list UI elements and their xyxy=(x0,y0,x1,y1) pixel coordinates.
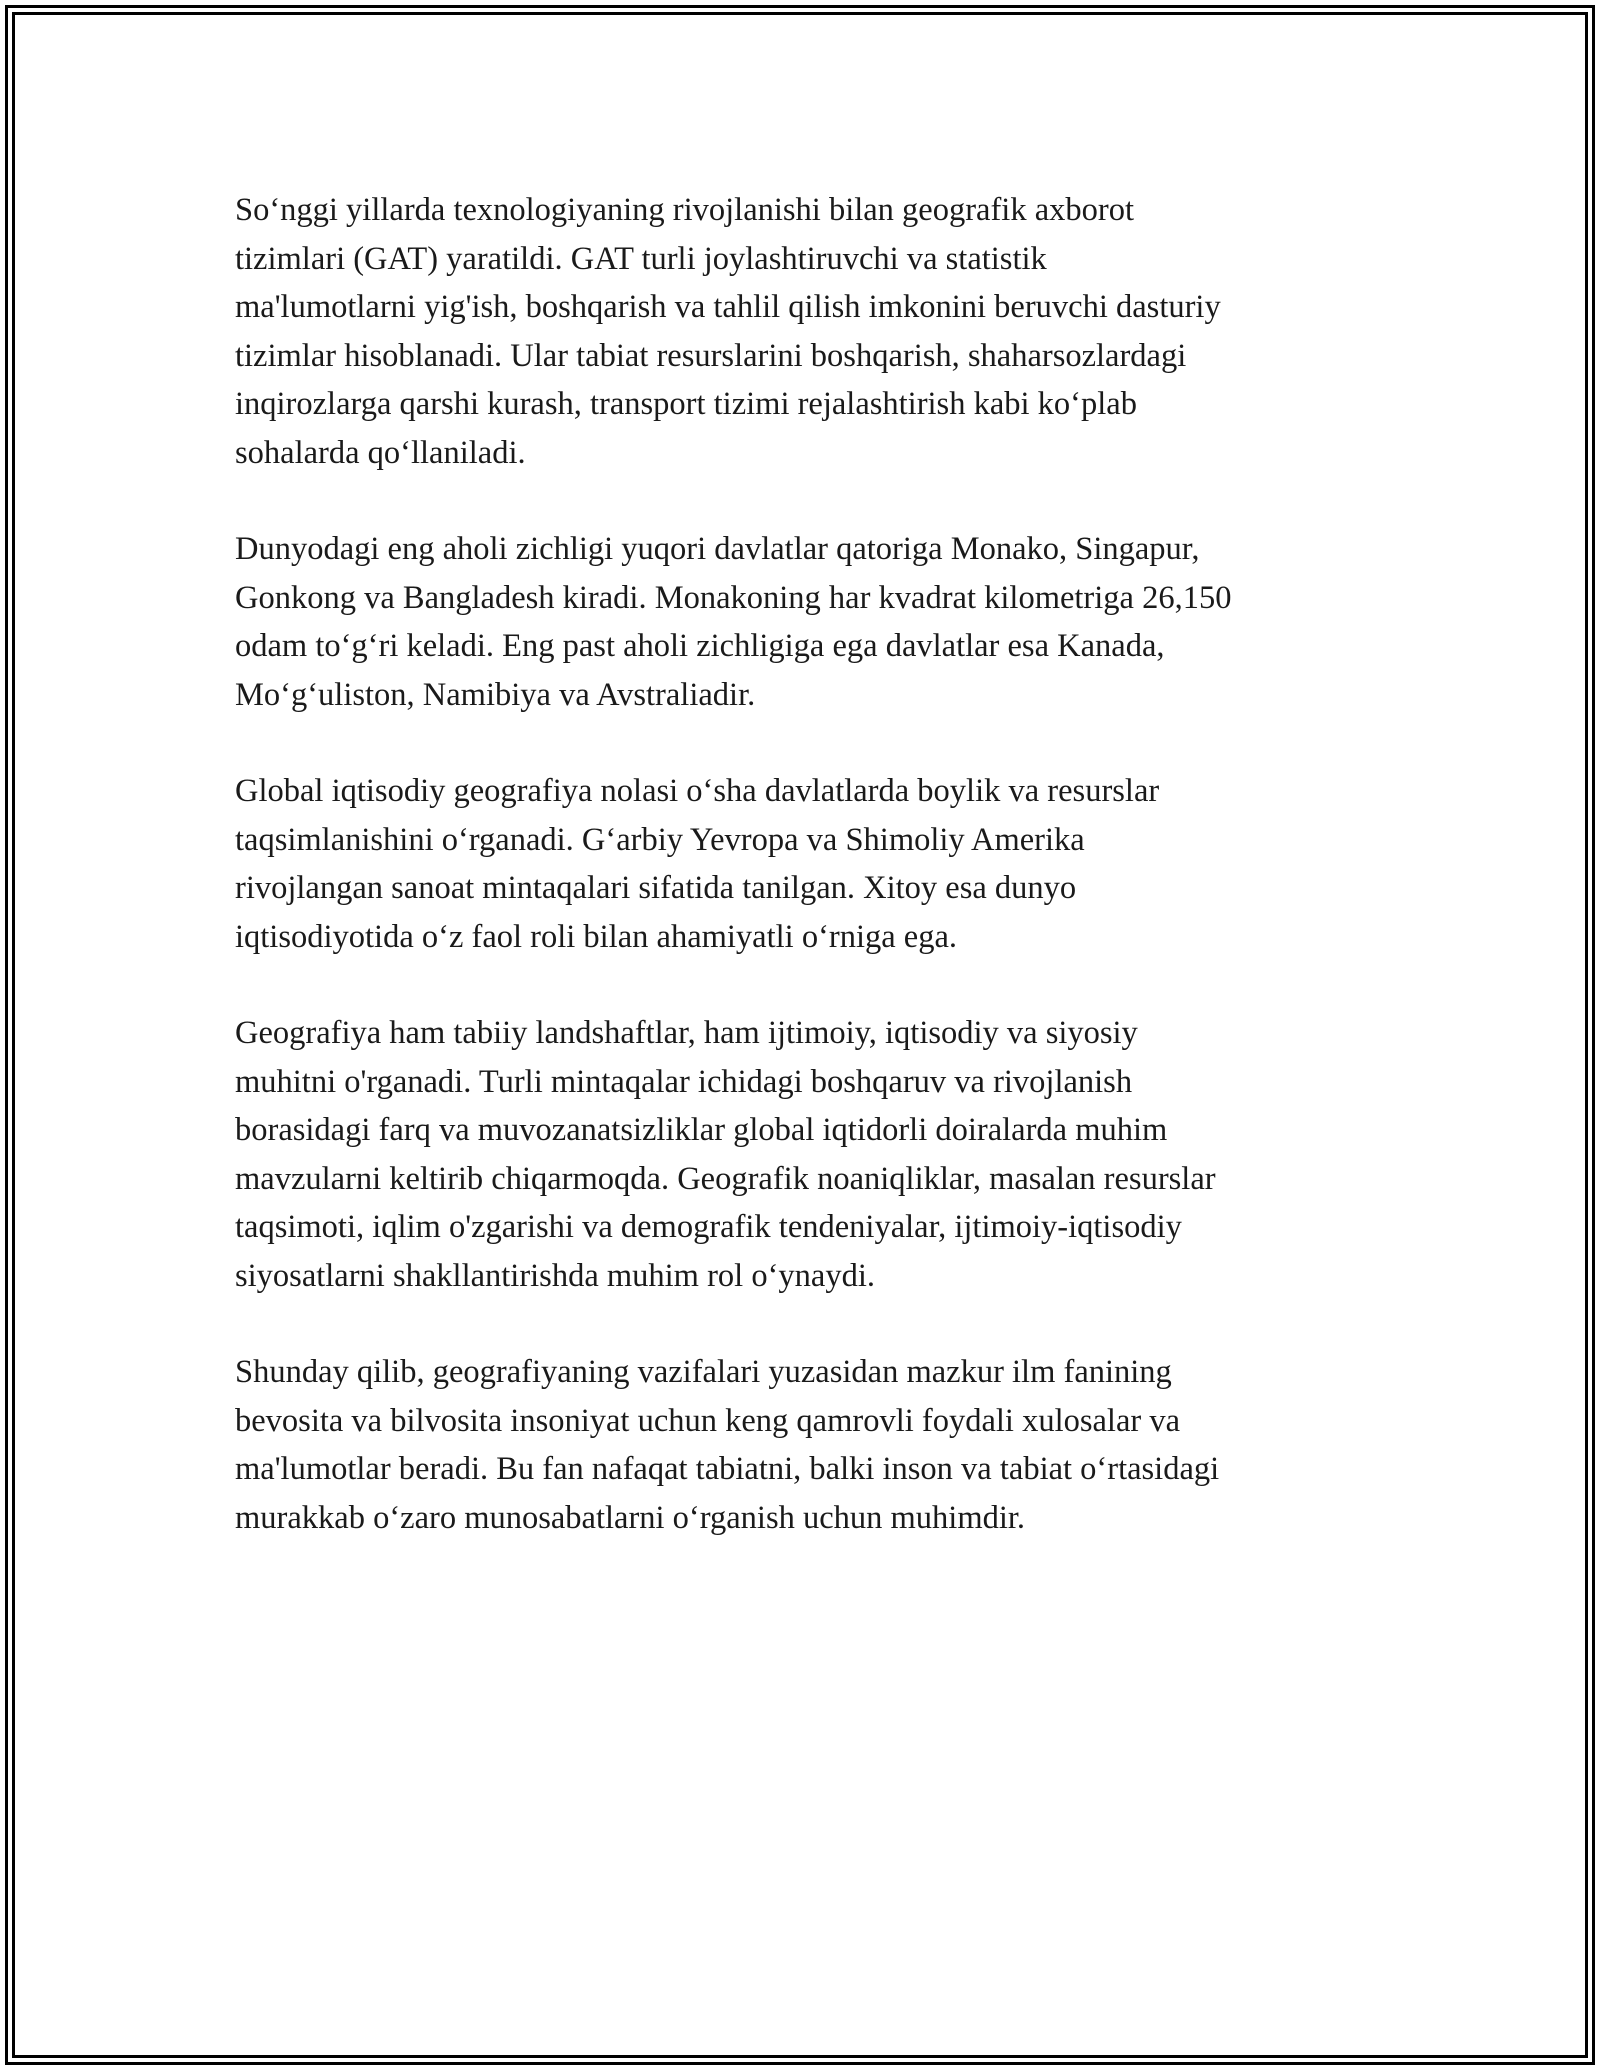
paragraph-population-density: Dunyodagi eng aholi zichligi yuqori davlatlar qatoriga Monako, Singapur, Gonkong va Bangladesh kiradi. Monakoning har kvadrat kilometriga 26,150 odam to‘g‘ri keladi. Eng past aholi zichligiga ega davlatlar esa Kanada, Mo‘g‘uliston, Namibiya va Avstraliadir. xyxy=(235,531,1232,713)
paragraph-conclusion: Shunday qilib, geografiyaning vazifalari yuzasidan mazkur ilm fanining bevosita va bilvosita insoniyat uchun keng qamrovli foydali xulosalar va ma'lumotlar beradi. Bu fan nafaqat tabiatni, balki inson va tabiat o‘rtasidagi murakkab o‘zaro munosabatlarni o‘rganish uchun muhimdir. xyxy=(235,1354,1220,1536)
paragraph-geography-scope: Geografiya ham tabiiy landshaftlar, ham ijtimoiy, iqtisodiy va siyosiy muhitni o'rganadi. Turli mintaqalar ichidagi boshqaruv va rivojlanish borasidagi farq va muvozanatsizliklar global iqtidorli doiralarda muhim mavzularni keltirib chiqarmoqda. Geografik noaniqliklar, masalan resurslar taqsimoti, iqlim o'zgarishi va demografik tendeniyalar, ijtimoiy-iqtisodiy siyosatlarni shakllantirishda muhim rol o‘ynaydi. xyxy=(235,1015,1216,1294)
paragraph-economic-geography: Global iqtisodiy geografiya nolasi o‘sha davlatlarda boylik va resurslar taqsimlanishini o‘rganadi. G‘arbiy Yevropa va Shimoliy Amerika rivojlangan sanoat mintaqalari sifatida tanilgan. Xitoy esa dunyo iqtisodiyotida o‘z faol roli bilan ahamiyatli o‘rniga ega. xyxy=(235,773,1160,955)
document-body xyxy=(235,186,1375,1590)
paragraph-gis: So‘nggi yillarda texnologiyaning rivojlanishi bilan geografik axborot tizimlari (GAT) yaratildi. GAT turli joylashtiruvchi va statistik ma'lumotlarni yig'ish, boshqarish va tahlil qilish imkonini beruvchi dasturiy tizimlar hisoblanadi. Ular tabiat resurslarini boshqarish, shaharsozlardagi inqirozlarga qarshi kurash, transport tizimi rejalashtirish kabi ko‘plab sohalarda qo‘llaniladi. xyxy=(235,192,1221,471)
